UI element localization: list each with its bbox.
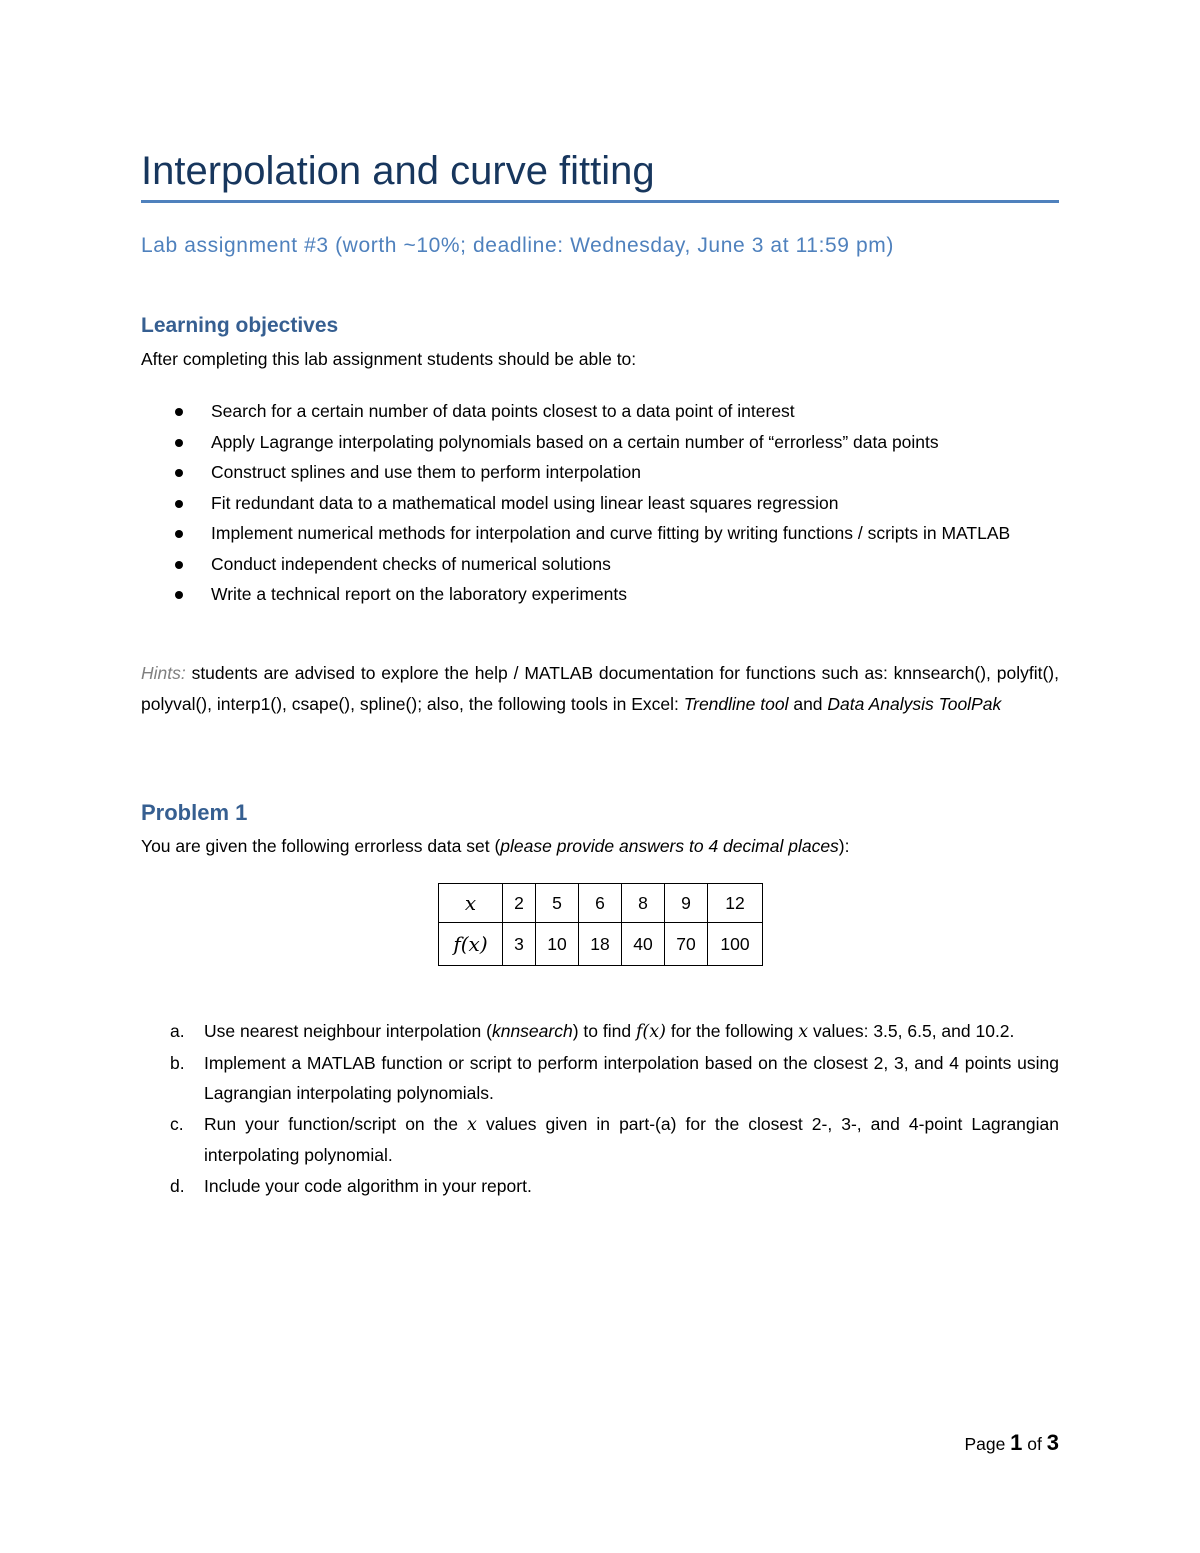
table-row — [439, 884, 763, 923]
table-cell: 6 — [579, 884, 622, 923]
bullet-icon — [175, 439, 183, 447]
list-item: Construct splines and use them to perform interpolation — [141, 457, 1059, 488]
math-x: x — [798, 1022, 809, 1042]
question-c: c. Run your function/script on the x values given in part-(a) for the closest 2-, 3-, and 4-point Lagrangian interpolating polynomial. — [170, 1113, 1059, 1165]
list-item: Search for a certain number of data points closest to a data point of interest — [141, 396, 1059, 427]
hints-paragraph: Hints: students are advised to explore the help / MATLAB documentation for functions such as: knnsearch(), polyfit(), polyval(), interp1(), csape(), spline(); also, the following tools in Excel: Trendline tool and Data Analysis ToolPak — [141, 663, 1059, 714]
bullet-icon — [175, 500, 183, 508]
table-cell: 2 — [503, 884, 536, 923]
question-a: a. Use nearest neighbour interpolation (knnsearch) to find f(x) for the following x values: 3.5, 6.5, and 10.2. — [170, 1021, 1015, 1042]
table-cell: 12 — [708, 884, 763, 923]
problem-1-heading: Problem 1 — [141, 800, 248, 825]
data-analysis-toolpak: Data Analysis ToolPak — [827, 693, 1002, 714]
question-b: b. Implement a MATLAB function or script to perform interpolation based on the closest 2, 3, and 4 points using Lagrangian interpolating polynomials. — [170, 1052, 1059, 1103]
table-header-fx: f(x) — [439, 923, 503, 966]
problem-1-intro: You are given the following errorless data set (please provide answers to 4 decimal places): — [141, 836, 850, 856]
hints-label: Hints: — [141, 663, 186, 683]
data-table — [438, 883, 763, 966]
table-cell: 10 — [536, 923, 579, 966]
table-cell: 9 — [665, 884, 708, 923]
list-item: Apply Lagrange interpolating polynomials based on a certain number of “errorless” data points — [141, 427, 1059, 458]
table-cell: 40 — [622, 923, 665, 966]
list-item: Implement numerical methods for interpolation and curve fitting by writing functions / scripts in MATLAB — [141, 518, 1059, 549]
table-header-x: x — [439, 884, 503, 923]
table-cell: 18 — [579, 923, 622, 966]
table-cell: 70 — [665, 923, 708, 966]
table-cell: 100 — [708, 923, 763, 966]
page-number: Page 1 of 3 — [964, 1430, 1059, 1455]
bullet-icon — [175, 469, 183, 477]
list-item: Write a technical report on the laboratory experiments — [141, 579, 1059, 610]
trendline-tool: Trendline tool — [683, 693, 789, 714]
list-item: Fit redundant data to a mathematical model using linear least squares regression — [141, 488, 1059, 519]
title-rule — [141, 200, 1059, 203]
table-cell: 5 — [536, 884, 579, 923]
question-d: d. Include your code algorithm in your report. — [170, 1175, 532, 1196]
bullet-icon — [175, 530, 183, 538]
table-row — [439, 923, 763, 966]
objectives-intro: After completing this lab assignment students should be able to: — [141, 349, 637, 369]
bullet-icon — [175, 591, 183, 599]
table-cell: 8 — [622, 884, 665, 923]
document-subtitle: Lab assignment #3 (worth ~10%; deadline: Wednesday, June 3 at 11:59 pm) — [141, 234, 894, 257]
objectives-list — [141, 396, 1059, 610]
math-x: x — [467, 1114, 477, 1135]
bullet-icon — [175, 408, 183, 416]
table-cell: 3 — [503, 923, 536, 966]
questions-list — [141, 1016, 1059, 1201]
math-fx: f(x) — [635, 1022, 666, 1042]
learning-objectives-heading: Learning objectives — [141, 314, 339, 337]
list-item: Conduct independent checks of numerical solutions — [141, 549, 1059, 580]
bullet-icon — [175, 561, 183, 569]
document-title: Interpolation and curve fitting — [141, 149, 655, 193]
